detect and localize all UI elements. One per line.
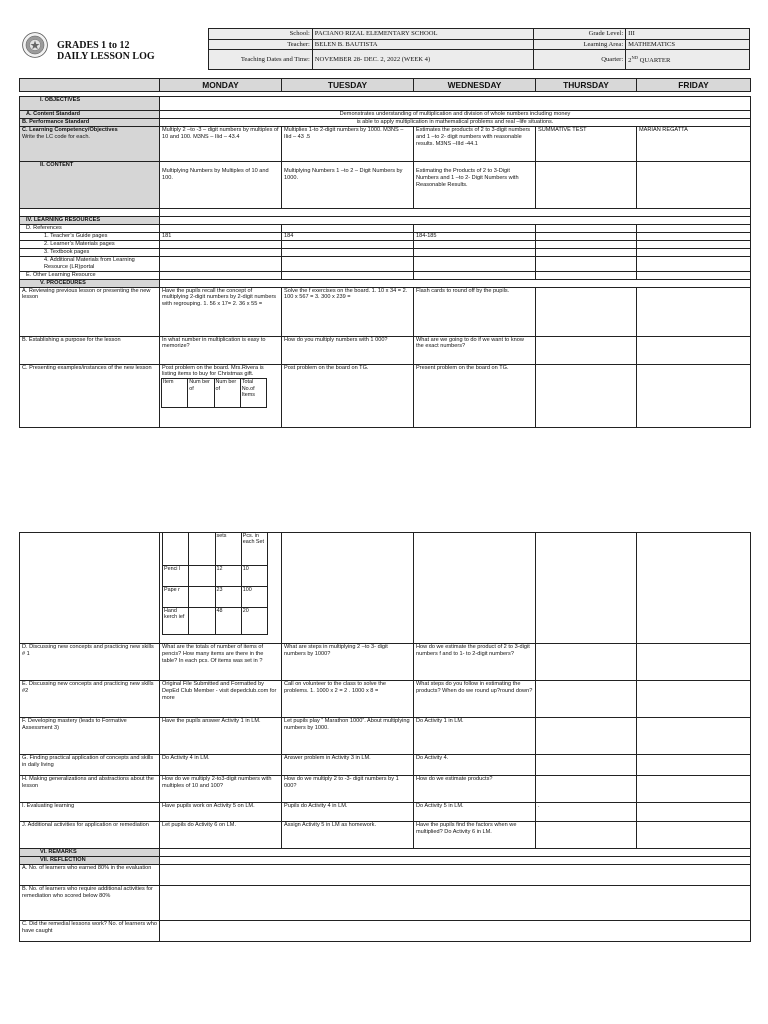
reflection-a-label: A. No. of learners who earned 80% in the evaluation bbox=[20, 865, 160, 886]
items-header-1: Num ber of bbox=[188, 379, 214, 408]
proc-j-tuesday: Assign Activity 5 in LM as homework. bbox=[282, 822, 414, 849]
performance-standard-label: B. Performance Standard bbox=[20, 119, 160, 127]
proc-h-tuesday: How do we multiply 2 to -3- digit numbers by 1 000? bbox=[282, 776, 414, 803]
items-pencil-blank bbox=[189, 566, 215, 587]
reflection-c-label: C. Did the remedial lessons work? No. of learners who have caught bbox=[20, 921, 160, 942]
lesson-log-table bbox=[19, 78, 751, 428]
reflection-b-label: B. No. of learners who require additional activities for remediation who scored below 80% bbox=[20, 886, 160, 921]
competency-monday: Multiply 2 –to -3 – digit numbers by multiples of 10 and 100. M3NS – IIid – 43.4 bbox=[160, 127, 282, 162]
proc-b-wednesday: What are we going to do if we want to know the exact numbers? bbox=[414, 336, 536, 364]
school-label: School: bbox=[209, 29, 313, 40]
quarter-suffix: ND bbox=[631, 55, 638, 61]
competency-wednesday: Estimates the products of 2 to 3-digit numbers and 1 –to 2- digit numbers with reasonable results. M3NS –IIId -44.1 bbox=[414, 127, 536, 162]
quarter-value bbox=[626, 50, 750, 70]
proc-a-wednesday: Flash cards to round off by the pupils. bbox=[414, 287, 536, 336]
objectives-heading: I. OBJECTIVES bbox=[20, 97, 160, 111]
deped-seal-logo bbox=[22, 32, 48, 58]
proc-e-monday: Original File Submitted and Formatted by DepEd Club Member - visit depedclub.com for more bbox=[160, 681, 282, 718]
competency-thursday: SUMMATIVE TEST bbox=[536, 127, 637, 162]
content-standard-text: Demonstrates understanding of multiplication and division of whole numbers including money bbox=[160, 111, 751, 119]
dates-label: Teaching Dates and Time: bbox=[209, 50, 313, 70]
proc-d-monday: What are the totals of number of items of pencis? How many items are there in the table? In each pcs. Of items was set in ? bbox=[160, 644, 282, 681]
tg-wednesday: 184-185 bbox=[414, 233, 536, 241]
proc-j-monday: Let pupils do Activity 6 on LM. bbox=[160, 822, 282, 849]
day-header-row bbox=[20, 79, 751, 92]
tg-pages-label: 1. Teacher’s Guide pages bbox=[20, 233, 160, 241]
proc-c-wednesday: Present problem on the board on TG. bbox=[414, 364, 536, 427]
proc-f-monday: Have the pupils answer Activity 1 in LM. bbox=[160, 718, 282, 755]
proc-i-thursday: . bbox=[536, 803, 637, 822]
proc-i-tuesday: Pupils do Activity 4 in LM. bbox=[282, 803, 414, 822]
items-handkerchief-sets: 48 bbox=[215, 608, 241, 635]
proc-b-monday: In what number in multiplication is easy to memorize? bbox=[160, 336, 282, 364]
proc-f-tuesday: Let pupils play “ Marathon 1000”. About multiplying numbers by 1000. bbox=[282, 718, 414, 755]
proc-b-tuesday: How do you multiply numbers with 1 000? bbox=[282, 336, 414, 364]
title-line-1: GRADES 1 to 12 bbox=[57, 40, 130, 51]
items-pencil-name: Penci l bbox=[163, 566, 189, 587]
school-value: PACIANO RIZAL ELEMENTARY SCHOOL bbox=[312, 29, 534, 40]
items-cont-1 bbox=[189, 533, 215, 566]
proc-g-monday: Do Activity 4 in LM. bbox=[160, 755, 282, 776]
content-tuesday: Multiplying Numbers 1 –to 2 – Digit Numbers by 1000. bbox=[282, 162, 414, 209]
additional-materials-label: 4. Additional Materials from Learning Resource (LR)portal bbox=[20, 257, 160, 272]
proc-a-label: A. Reviewing previous lesson or presenting the new lesson bbox=[20, 287, 160, 336]
day-header-blank bbox=[20, 79, 160, 92]
items-row-pencil bbox=[163, 566, 268, 587]
proc-a-monday: Have the pupils recall the concept of multiplying 2-digit numbers by 2-digit numbers with regrouping. 1. 56 x 17= 2. 36 x 55 = bbox=[160, 287, 282, 336]
items-cont-3: Pcs. in each Set bbox=[241, 533, 267, 566]
proc-g-tuesday: Answer problem in Activity 3 in LM. bbox=[282, 755, 414, 776]
items-header-2: Num ber of bbox=[214, 379, 240, 408]
day-monday: MONDAY bbox=[160, 79, 282, 92]
tg-monday: 181 bbox=[160, 233, 282, 241]
proc-i-wednesday: Do Activity 5 in LM. bbox=[414, 803, 536, 822]
spacer-row-2 bbox=[20, 209, 751, 217]
proc-e-wednesday: What steps do you follow in estimating the products? When do we round up?round down? bbox=[414, 681, 536, 718]
quarter-number: 2 bbox=[628, 57, 632, 65]
proc-j-wednesday: Have the pupils find the factors when we multiplied? Do Activity 6 in LM. bbox=[414, 822, 536, 849]
items-paper-pcs: 100 bbox=[241, 587, 267, 608]
teacher-value: BELEN B. BAUTISTA bbox=[312, 39, 534, 50]
items-table-cont-cell bbox=[160, 533, 282, 644]
proc-c-monday-cell bbox=[160, 364, 282, 427]
quarter-text: QUARTER bbox=[637, 57, 671, 65]
day-wednesday: WEDNESDAY bbox=[414, 79, 536, 92]
items-handkerchief-pcs: 20 bbox=[241, 608, 267, 635]
area-label: Learning Area: bbox=[534, 39, 626, 50]
items-header-item: Item bbox=[162, 379, 188, 408]
proc-g-wednesday: Do Activity 4. bbox=[414, 755, 536, 776]
items-handkerchief-name: Hand kerch ief bbox=[163, 608, 189, 635]
grade-label: Grade Level: bbox=[534, 29, 626, 40]
proc-j-label: J. Additional activities for application or remediation bbox=[20, 822, 160, 849]
grade-value: III bbox=[626, 29, 750, 40]
competency-label: C. Learning Competency/Objectives bbox=[22, 127, 118, 133]
title-line-2: DAILY LESSON LOG bbox=[57, 51, 155, 62]
items-table bbox=[161, 378, 267, 408]
proc-c-monday: Post problem on the board. Mrs.Rivera is listing items to buy for Christmas gift. bbox=[162, 364, 264, 378]
competency-friday: MARIAN REGATTA bbox=[637, 127, 751, 162]
resources-heading: IV. LEARNING RESOURCES bbox=[20, 217, 160, 225]
proc-c-label: C. Presenting examples/instances of the new lesson bbox=[20, 364, 160, 427]
proc-d-wednesday: How do we estimate the product of 2 to 3-digit numbers f and to 1- to 2-digit numbers? bbox=[414, 644, 536, 681]
references-label: D. References bbox=[20, 225, 160, 233]
items-pencil-pcs: 10 bbox=[241, 566, 267, 587]
quarter-label: Quarter: bbox=[534, 50, 626, 70]
proc-d-label: D. Discussing new concepts and practicing new skills # 1 bbox=[20, 644, 160, 681]
proc-i-label: I. Evaluating learning bbox=[20, 803, 160, 822]
day-friday: FRIDAY bbox=[637, 79, 751, 92]
content-wednesday: Estimating the Products of 2 to 3-Digit Numbers and 1 –to 2- Digit Numbers with Reasonable Results. bbox=[414, 162, 536, 209]
area-value: MATHEMATICS bbox=[626, 39, 750, 50]
items-header-3: Total No.of Items bbox=[240, 379, 266, 408]
proc-e-tuesday: Call on volunteer to the class to solve the problems. 1. 1000 x 2 = 2 . 1000 x 8 = bbox=[282, 681, 414, 718]
proc-a-tuesday: Solve the f exercises on the board. 1. 10 x 34 = 2. 100 x 567 = 3. 300 x 239 = bbox=[282, 287, 414, 336]
reflection-heading: VII. REFLECTION bbox=[20, 857, 160, 865]
proc-i-monday: Have pupils work on Activity 5 on LM. bbox=[160, 803, 282, 822]
items-cont-row bbox=[163, 533, 268, 566]
content-heading: II. CONTENT bbox=[20, 162, 160, 209]
proc-h-wednesday: How do we estimate products? bbox=[414, 776, 536, 803]
items-cont-0 bbox=[163, 533, 189, 566]
items-row-paper bbox=[163, 587, 268, 608]
day-tuesday: TUESDAY bbox=[282, 79, 414, 92]
document-title bbox=[57, 40, 155, 62]
competency-label-cell bbox=[20, 127, 160, 162]
teacher-label: Teacher: bbox=[209, 39, 313, 50]
remarks-heading: VI. REMARKS bbox=[20, 849, 160, 857]
tg-tuesday: 184 bbox=[282, 233, 414, 241]
proc-h-label: H. Making generalizations and abstractions about the lesson bbox=[20, 776, 160, 803]
dates-value: NOVEMBER 28- DEC. 2, 2022 (WEEK 4) bbox=[312, 50, 534, 70]
lesson-log-table-continued bbox=[19, 532, 751, 942]
proc-f-wednesday: Do Activity 1 in LM. bbox=[414, 718, 536, 755]
proc-e-label: E. Discussing new concepts and practicing new skills #2 bbox=[20, 681, 160, 718]
header-info-table bbox=[208, 28, 750, 70]
items-handkerchief-blank bbox=[189, 608, 215, 635]
items-row-handkerchief bbox=[163, 608, 268, 635]
day-thursday: THURSDAY bbox=[536, 79, 637, 92]
proc-g-label: G. Finding practical application of concepts and skills in daily living bbox=[20, 755, 160, 776]
items-pencil-sets: 12 bbox=[215, 566, 241, 587]
competency-sub: Write the LC code for each. bbox=[22, 133, 90, 140]
textbook-pages-label: 3. Textbook pages bbox=[20, 249, 160, 257]
items-table-continued bbox=[162, 533, 268, 635]
competency-tuesday: Multiplies 1-to 2-digit numbers by 1000. M3NS – IIid – 43 .5 bbox=[282, 127, 414, 162]
proc-c-tuesday: Post problem on the board on TG. bbox=[282, 364, 414, 427]
content-standard-label: A. Content Standard bbox=[20, 111, 160, 119]
content-monday: Multiplying Numbers by Multiples of 10 and 100. bbox=[160, 162, 282, 209]
proc-d-tuesday: What are steps in multiplying 2 –to 3- digit numbers by 1000? bbox=[282, 644, 414, 681]
items-paper-blank bbox=[189, 587, 215, 608]
procedures-heading: V. PROCEDURES bbox=[20, 279, 160, 287]
items-paper-name: Pape r bbox=[163, 587, 189, 608]
proc-f-label: F. Developing mastery (leads to Formative Assessment 3) bbox=[20, 718, 160, 755]
items-table-header-row bbox=[162, 379, 267, 408]
performance-standard-text: is able to apply multiplication in mathematical problems and real –life situations. bbox=[160, 119, 751, 127]
proc-b-label: B. Establishing a purpose for the lesson bbox=[20, 336, 160, 364]
proc-h-monday: How do we multiply 2-to3-digit numbers with multiples of 10 and 100? bbox=[160, 776, 282, 803]
other-resource-label: E. Other Learning Resource bbox=[20, 271, 160, 279]
lm-pages-label: 2. Learner’s Materials pages bbox=[20, 241, 160, 249]
items-paper-sets: 23 bbox=[215, 587, 241, 608]
items-cont-2: sets bbox=[215, 533, 241, 566]
